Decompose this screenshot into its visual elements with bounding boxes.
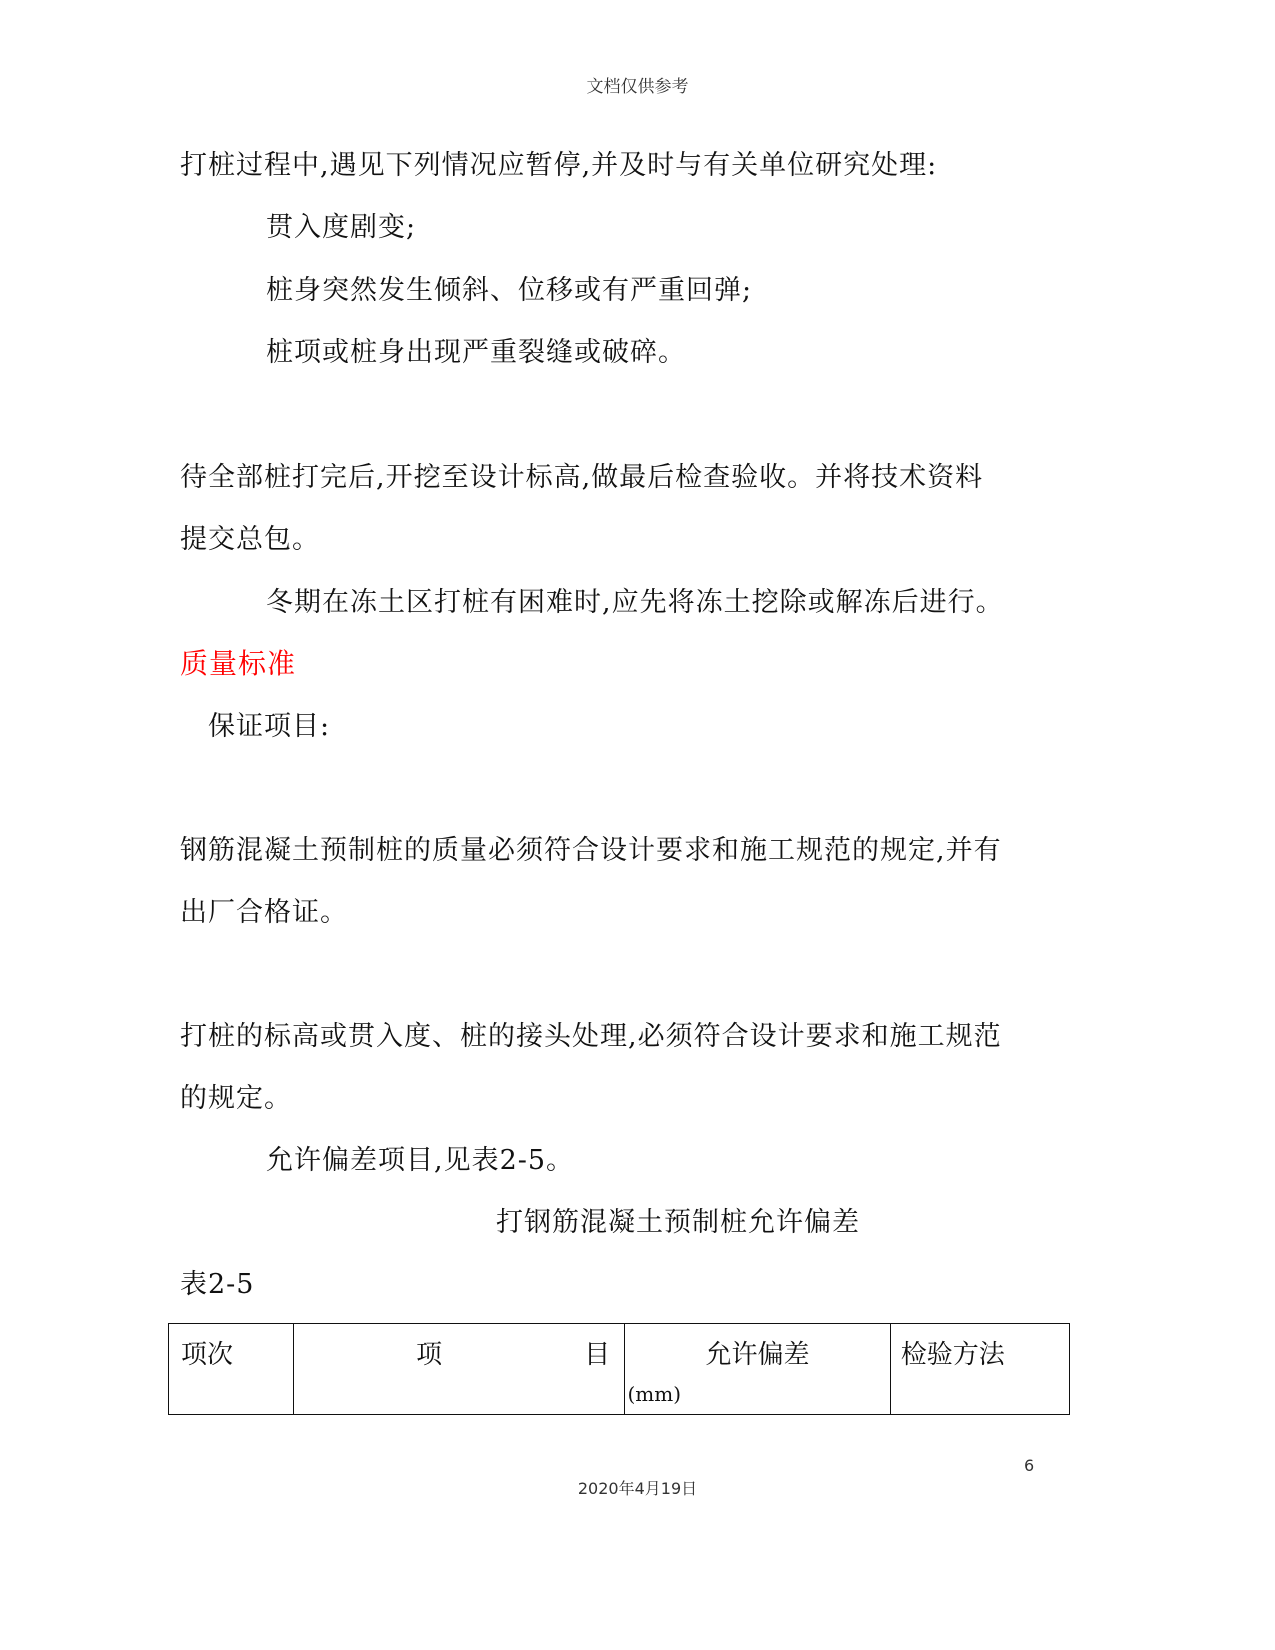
list-item: 贯入度剧变; bbox=[266, 212, 417, 243]
paragraph-winter: 冬期在冻土区打桩有困难时,应先将冻土挖除或解冻后进行。 bbox=[266, 587, 1004, 618]
page-number: 6 bbox=[1024, 1456, 1035, 1475]
quality-item-2-cont: 的规定。 bbox=[180, 1083, 292, 1114]
header-allowance: 允许偏差 bbox=[705, 1340, 810, 1370]
page-header: 文档仅供参考 bbox=[586, 77, 689, 97]
list-item: 桩项或桩身出现严重裂缝或破碎。 bbox=[266, 337, 686, 368]
header-cell-method bbox=[890, 1324, 1069, 1415]
allowable-deviation-table bbox=[168, 1323, 1070, 1415]
header-cell-allowance bbox=[625, 1324, 890, 1415]
header-allowance-unit: (mm) bbox=[627, 1382, 682, 1406]
quality-item-2: 打桩的标高或贯入度、桩的接头处理,必须符合设计要求和施工规范 bbox=[180, 1021, 1002, 1052]
allowance-reference: 允许偏差项目,见表2-5。 bbox=[266, 1145, 575, 1176]
header-item-b: 目 bbox=[584, 1340, 611, 1370]
section-heading-quality: 质量标准 bbox=[180, 647, 297, 680]
paragraph-final-inspection: 待全部桩打完后,开挖至设计标高,做最后检查验收。并将技术资料 bbox=[180, 462, 984, 493]
header-item-no: 项次 bbox=[181, 1340, 234, 1370]
paragraph-final-inspection-cont: 提交总包。 bbox=[180, 524, 320, 555]
guarantee-items-label: 保证项目: bbox=[208, 711, 331, 742]
list-item: 桩身突然发生倾斜、位移或有严重回弹; bbox=[266, 275, 753, 306]
table-number: 表2-5 bbox=[180, 1269, 255, 1300]
header-cell-item-no bbox=[169, 1324, 294, 1415]
table-header-row bbox=[169, 1324, 1070, 1415]
table-title: 打钢筋混凝土预制桩允许偏差 bbox=[496, 1207, 860, 1238]
header-method: 检验方法 bbox=[900, 1340, 1005, 1370]
header-cell-item bbox=[294, 1324, 625, 1415]
quality-item-1-cont: 出厂合格证。 bbox=[180, 897, 348, 928]
footer-date: 2020年4月19日 bbox=[577, 1479, 698, 1498]
paragraph-pause-conditions: 打桩过程中,遇见下列情况应暂停,并及时与有关单位研究处理: bbox=[180, 150, 938, 181]
quality-item-1: 钢筋混凝土预制桩的质量必须符合设计要求和施工规范的规定,并有 bbox=[180, 835, 1002, 866]
header-item-a: 项 bbox=[416, 1340, 443, 1370]
